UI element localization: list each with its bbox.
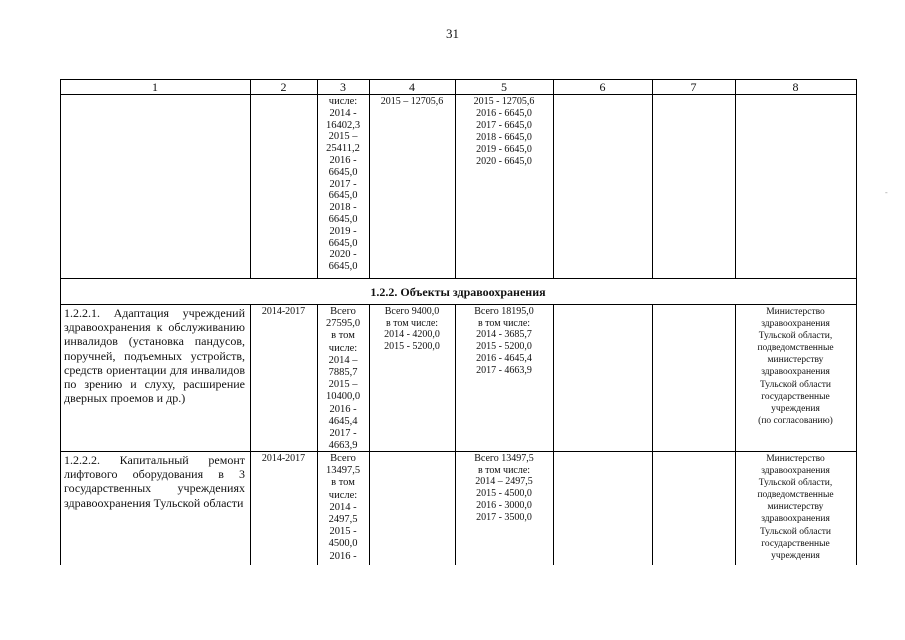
continued-row-funding-col4: 2015 – 12705,6 (380, 96, 444, 107)
column-header-8: 8 (792, 80, 799, 94)
table-left-border (60, 79, 61, 565)
continued-row-funding-col5: 2015 - 12705,6 2016 - 6645,0 2017 - 6645,0 2018 - 6645,0 2019 - 6645,0 2020 - 6645,0 (473, 96, 535, 167)
table-row-1-funding-col5: Всего 18195,0 в том числе: 2014 - 3685,7 2015 - 5200,0 2016 - 4645,4 2017 - 4663,9 (474, 306, 534, 376)
row-1-bottom-border (60, 451, 856, 452)
header-bottom-border (60, 94, 856, 95)
col-divider-6 (652, 79, 653, 278)
table-row-2-period: 2014-2017 (261, 453, 306, 464)
margin-mark: - (885, 188, 888, 197)
table-row-2-funding-total: Всего 13497,5 в том числе: 2014 - 2497,5 2015 - 4500,0 2016 - (325, 453, 361, 562)
col-divider-1-lower (250, 304, 251, 565)
col-divider-5 (553, 79, 554, 278)
column-header-6: 6 (599, 80, 606, 94)
col-divider-3 (369, 79, 370, 278)
col-divider-7 (735, 79, 736, 278)
section-row-bottom-border (60, 304, 856, 305)
column-header-3: 3 (340, 80, 346, 94)
column-header-1: 1 (152, 80, 158, 94)
table-row-1-executor: Министерство здравоохранения Тульской области, подведомственные министерству здравоохранения Тульской области государственные учреждения (по согласованию) (757, 307, 834, 426)
continued-row-bottom-border (60, 278, 856, 279)
col-divider-6-lower (652, 304, 653, 565)
page-number: 31 (446, 26, 459, 41)
column-header-4: 4 (409, 80, 415, 94)
table-row-1-period: 2014-2017 (261, 306, 306, 317)
column-header-5: 5 (501, 80, 507, 94)
column-header-7: 7 (690, 80, 697, 94)
continued-row-funding-total: числе: 2014 - 16402,3 2015 – 25411,2 2016 - 6645,0 2017 - 6645,0 2018 - 6645,0 2019 - 6645,0 2020 - 6645,0 (325, 96, 361, 273)
section-title: 1.2.2. Объекты здравоохранения (370, 285, 546, 299)
col-divider-5-lower (553, 304, 554, 565)
table-row-2-name: 1.2.2.2. Капитальный ремонт лифтового оборудования в 3 государственных учреждениях здравоохранения Тульской области (64, 453, 245, 510)
col-divider-1 (250, 79, 251, 278)
table-row-2-executor: Министерство здравоохранения Тульской области, подведомственные министерству здравоохранения Тульской области государственные учреждения (757, 454, 834, 561)
table-row-1-name: 1.2.2.1. Адаптация учреждений здравоохранения к обслуживанию инвалидов (установка пандусов, поручней, подъемных устройств, средств ориентации для инвалидов по зрению и слуху, расширение дверных проемов и др.) (64, 306, 245, 406)
table-row-1-funding-col4: Всего 9400,0 в том числе: 2014 - 4200,0 2015 - 5200,0 (384, 306, 440, 353)
table-row-2-funding-col5: Всего 13497,5 в том числе: 2014 – 2497,5 2015 - 4500,0 2016 - 3000,0 2017 - 3500,0 (474, 453, 534, 523)
column-header-2: 2 (280, 80, 287, 94)
table-right-border (856, 79, 857, 565)
table-row-1-funding-total: Всего 27595,0 в том числе: 2014 – 7885,7 2015 – 10400,0 2016 - 4645,4 2017 - 4663,9 (325, 306, 361, 450)
